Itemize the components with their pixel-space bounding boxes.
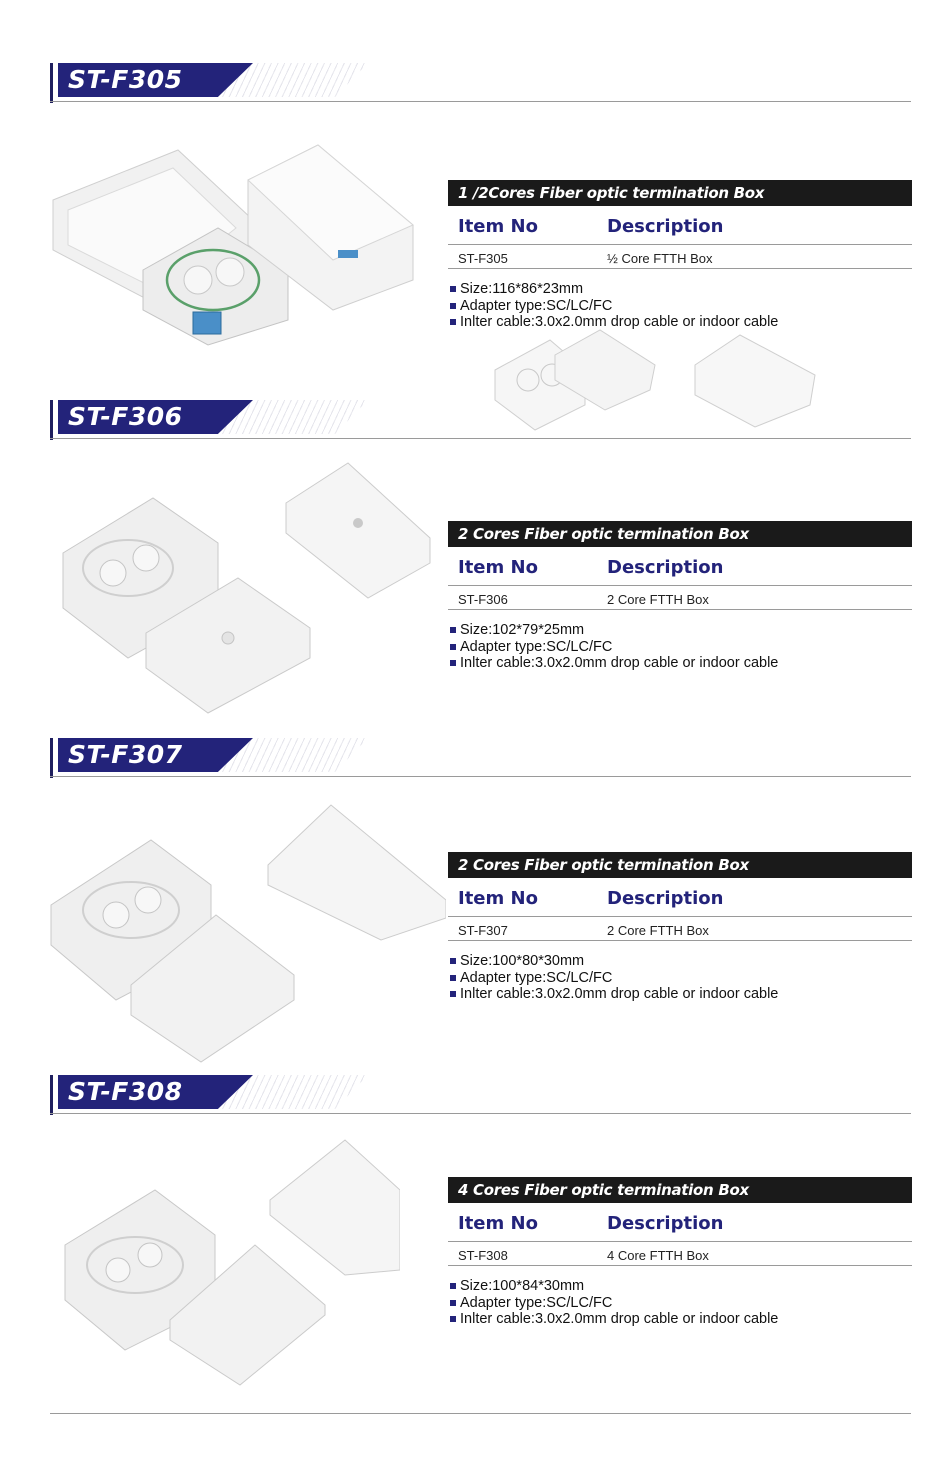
model-code: ST-F308 [68,1077,183,1106]
section-title-tag [50,1075,911,1115]
description-value: ½ Core FTTH Box [607,251,713,266]
table-header [448,1203,912,1242]
spec-size: Size:100*80*30mm [448,953,912,970]
col-item-no: Item No [458,216,538,237]
section-title-tag [50,738,911,778]
section-title-tag [50,63,911,103]
product-info-st-f306 [448,521,912,672]
tag-accent-bar [50,1075,53,1115]
section-divider [50,438,911,439]
tag-accent-bar [50,738,53,778]
spec-cable: Inlter cable:3.0x2.0mm drop cable or indoor cable [448,1311,912,1328]
section-divider [50,101,911,102]
table-header [448,547,912,586]
col-description: Description [607,216,724,237]
tag-accent-bar [50,400,53,440]
product-header: 4 Cores Fiber optic termination Box [448,1177,912,1203]
spec-adapter: Adapter type:SC/LC/FC [448,1295,912,1312]
product-photo-st-f307 [46,800,446,1065]
product-photo-st-f306 [58,458,438,718]
product-photo-st-f305 [48,140,418,350]
product-header: 2 Cores Fiber optic termination Box [448,521,912,547]
closed-box [270,1140,400,1275]
spec-adapter: Adapter type:SC/LC/FC [448,639,912,656]
table-row [448,1242,912,1266]
spec-cable: Inlter cable:3.0x2.0mm drop cable or indoor cable [448,314,912,331]
col-description: Description [607,557,724,578]
item-no-value: ST-F307 [458,923,508,938]
model-code: ST-F305 [68,65,183,94]
col-description: Description [607,888,724,909]
product-header: 2 Cores Fiber optic termination Box [448,852,912,878]
closed-box [268,805,446,940]
table-row [448,917,912,941]
model-code: ST-F307 [68,740,183,769]
spec-list [448,1278,912,1328]
item-no-value: ST-F305 [458,251,508,266]
spec-list [448,281,912,331]
product-header: 1 /2Cores Fiber optic termination Box [448,180,912,206]
spec-size: Size:102*79*25mm [448,622,912,639]
table-header [448,206,912,245]
table-row [448,586,912,610]
product-info-st-f307 [448,852,912,1003]
description-value: 2 Core FTTH Box [607,592,709,607]
spec-cable: Inlter cable:3.0x2.0mm drop cable or indoor cable [448,986,912,1003]
spec-cable: Inlter cable:3.0x2.0mm drop cable or indoor cable [448,655,912,672]
section-title-tag [50,400,911,440]
col-item-no: Item No [458,1213,538,1234]
description-value: 2 Core FTTH Box [607,923,709,938]
tag-accent-bar [50,63,53,103]
item-no-value: ST-F308 [458,1248,508,1263]
product-info-st-f308 [448,1177,912,1328]
description-value: 4 Core FTTH Box [607,1248,709,1263]
closed-box [286,463,430,598]
table-header [448,878,912,917]
spec-adapter: Adapter type:SC/LC/FC [448,970,912,987]
product-info-st-f305 [448,180,912,331]
model-code: ST-F306 [68,402,183,431]
col-description: Description [607,1213,724,1234]
item-no-value: ST-F306 [458,592,508,607]
product-photo-st-f308 [60,1135,400,1390]
spec-size: Size:116*86*23mm [448,281,912,298]
spec-adapter: Adapter type:SC/LC/FC [448,298,912,315]
table-row [448,245,912,269]
col-item-no: Item No [458,557,538,578]
footer-divider [50,1413,911,1414]
spec-list [448,953,912,1003]
section-divider [50,776,911,777]
spec-size: Size:100*84*30mm [448,1278,912,1295]
col-item-no: Item No [458,888,538,909]
section-divider [50,1113,911,1114]
spec-list [448,622,912,672]
